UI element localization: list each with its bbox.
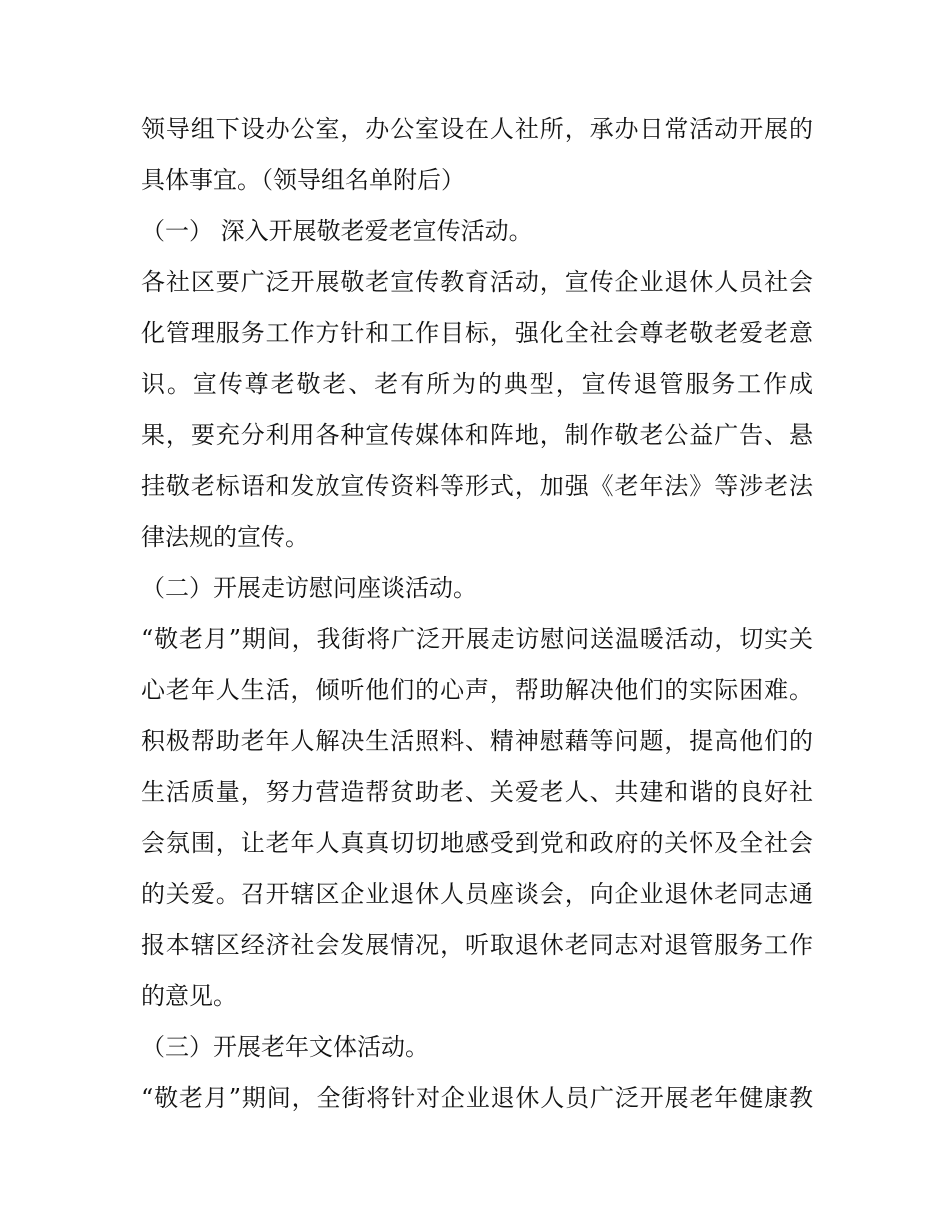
text-line: 报本辖区经济社会发展情况，听取退休老同志对退管服务工作 [141,931,813,959]
text-line: “敬老月”期间，全街将针对企业退休人员广泛开展老年健康教 [141,1084,813,1112]
text-line: 领导组下设办公室，办公室设在人社所，承办日常活动开展的 [141,115,813,143]
section-heading: （一） 深入开展敬老爱老宣传活动。 [141,217,533,245]
text-line: 生活质量，努力营造帮贫助老、关爱老人、共建和谐的良好社 [141,778,813,806]
text-line: 识。宣传尊老敬老、老有所为的典型，宣传退管服务工作成 [141,370,813,398]
text-line: 具体事宜。（领导组名单附后） [141,166,465,194]
text-line: 积极帮助老年人解决生活照料、精神慰藉等问题，提高他们的 [141,727,813,755]
section-heading: （二）开展走访慰问座谈活动。 [141,574,477,602]
text-line: 果，要充分利用各种宣传媒体和阵地，制作敬老公益广告、悬 [141,421,813,449]
text-line: 律法规的宣传。 [141,523,309,551]
text-line: 的关爱。召开辖区企业退休人员座谈会，向企业退休老同志通 [141,880,813,908]
section-heading: （三）开展老年文体活动。 [141,1033,429,1061]
text-line: 心老年人生活，倾听他们的心声，帮助解决他们的实际困难。 [141,676,813,704]
body-text [141,104,813,1124]
text-line: 会氛围，让老年人真真切切地感受到党和政府的关怀及全社会 [141,829,813,857]
text-line: 各社区要广泛开展敬老宣传教育活动，宣传企业退休人员社会 [141,268,813,296]
text-line: 化管理服务工作方针和工作目标，强化全社会尊老敬老爱老意 [141,319,813,347]
text-line: 挂敬老标语和发放宣传资料等形式，加强《老年法》等涉老法 [141,472,813,500]
text-line: 的意见。 [141,982,237,1010]
text-line: “敬老月”期间，我街将广泛开展走访慰问送温暖活动，切实关 [141,625,813,653]
